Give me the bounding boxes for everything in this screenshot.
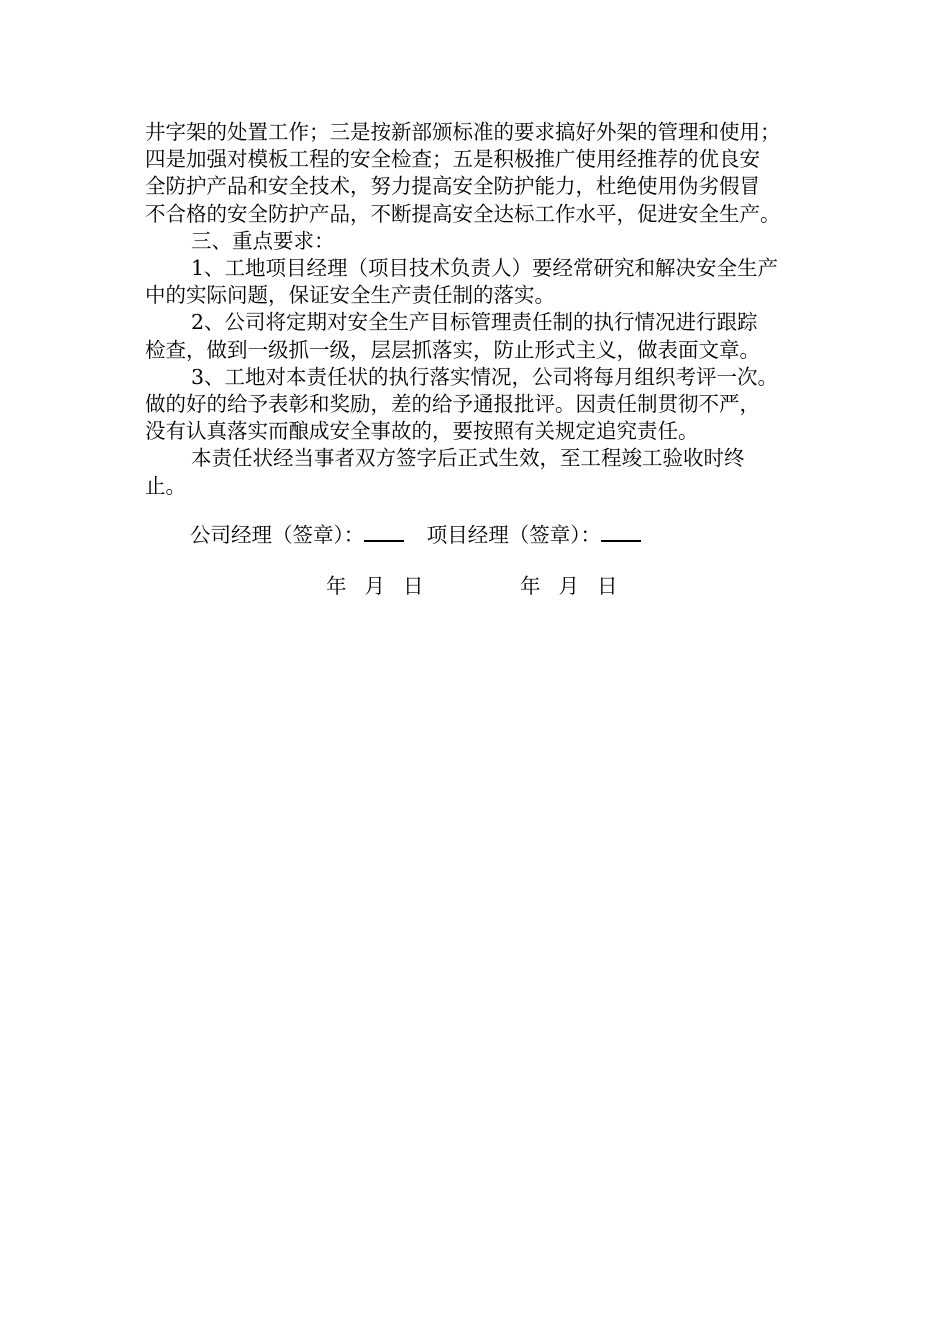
project-manager-signature-field[interactable] [601, 522, 641, 542]
date-year-label: 年 [520, 574, 541, 598]
company-manager-signature-label: 公司经理（签章）： [190, 523, 365, 547]
project-manager-signature-label: 项目经理（签章）： [426, 523, 602, 547]
text-line: 井字架的处置工作；三是按新部颁标准的要求搞好外架的管理和使用； [145, 120, 781, 144]
text-line: 做的好的给予表彰和奖励，差的给予通报批评。因责任制贯彻不严， [145, 392, 760, 417]
date-day-label: 日 [597, 574, 618, 598]
text-line: 2、公司将定期对安全生产目标管理责任制的执行情况进行跟踪 [191, 310, 758, 335]
document-body [145, 119, 825, 500]
signature-row [190, 521, 641, 549]
text-line: 本责任状经当事者双方签字后正式生效，至工程竣工验收时终 [191, 446, 745, 471]
date-day-label: 日 [403, 574, 424, 598]
project-date-line [520, 572, 618, 600]
company-manager-signature-field[interactable] [364, 522, 404, 542]
text-line: 止。 [145, 473, 186, 498]
text-line: 不合格的安全防护产品，不断提高安全达标工作水平，促进安全生产。 [145, 201, 781, 226]
text-line: 全防护产品和安全技术，努力提高安全防护能力，杜绝使用伪劣假冒 [145, 174, 760, 199]
company-date-line [326, 572, 424, 600]
section-heading: 三、重点要求： [191, 228, 335, 253]
text-line: 1、工地项目经理（项目技术负责人）要经常研究和解决安全生产 [191, 256, 779, 281]
date-month-label: 月 [558, 574, 579, 598]
text-line: 四是加强对模板工程的安全检查；五是积极推广使用经推荐的优良安 [145, 147, 760, 172]
date-year-label: 年 [326, 574, 347, 598]
text-line: 检查，做到一级抓一级，层层抓落实，防止形式主义，做表面文章。 [145, 337, 760, 362]
text-line: 中的实际问题，保证安全生产责任制的落实。 [145, 283, 555, 308]
date-month-label: 月 [364, 574, 385, 598]
text-line: 没有认真落实而酿成安全事故的，要按照有关规定追究责任。 [145, 419, 699, 444]
text-line: 3、工地对本责任状的执行落实情况，公司将每月组织考评一次。 [191, 364, 779, 389]
